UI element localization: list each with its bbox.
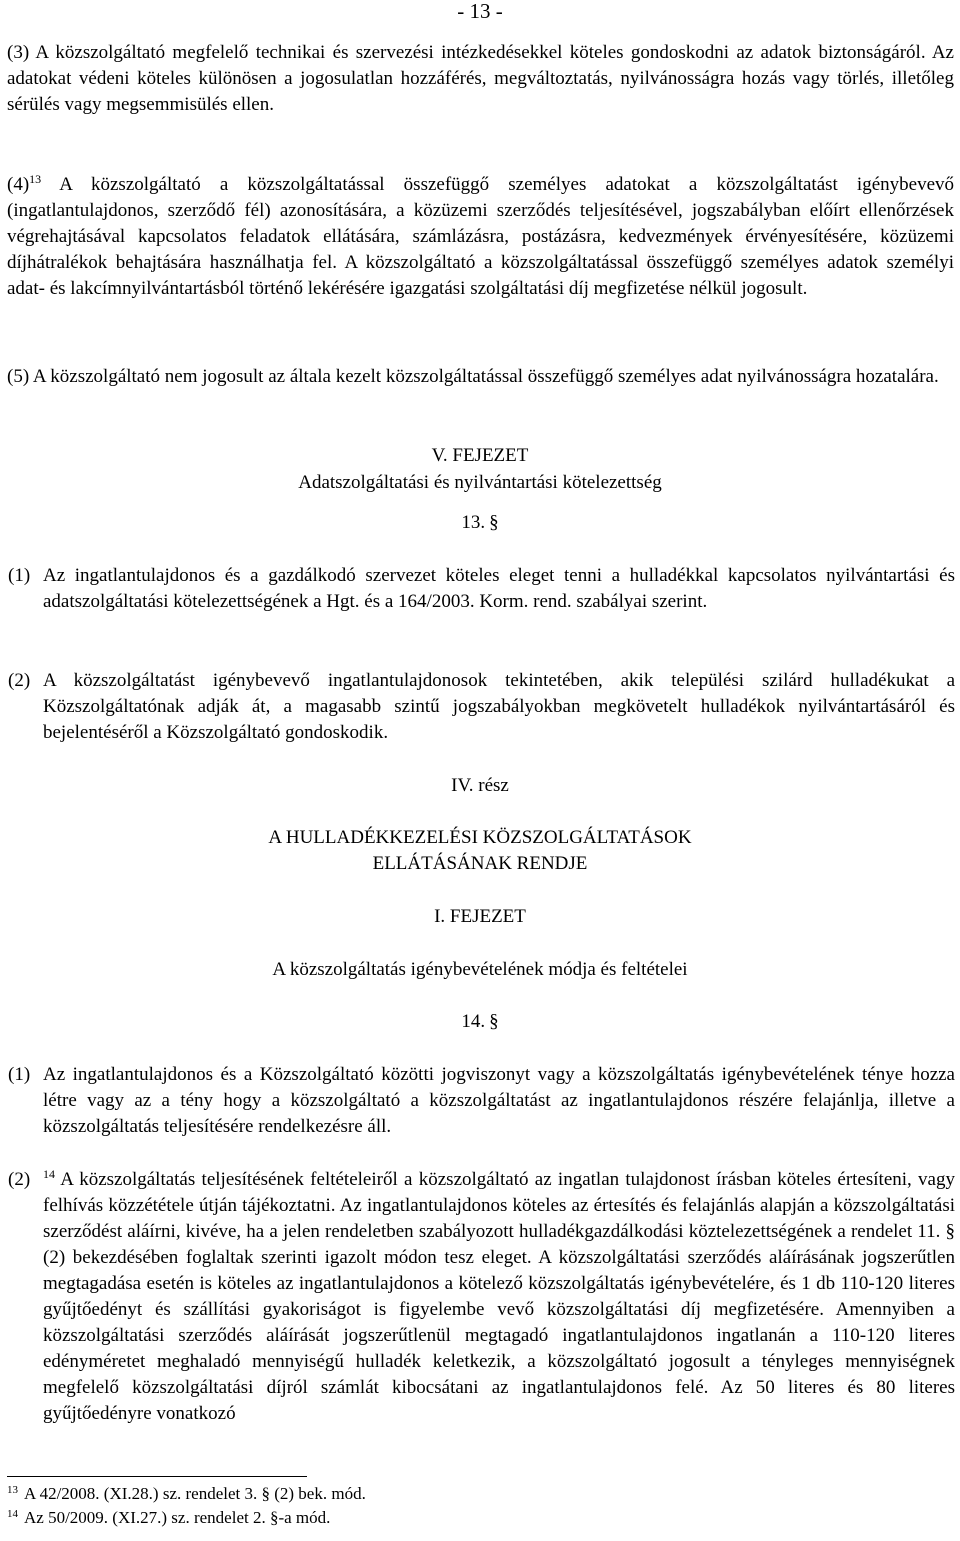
section-13-symbol: §: [489, 512, 499, 533]
footnote-ref-14: 14: [43, 1167, 55, 1181]
footnote-13: [7, 1482, 907, 1506]
paragraph-4-text: A közszolgáltató a közszolgáltatással összefüggő személyes adatokat a közszolgáltatást igénybevevő (ingatlantulajdonos, szerződő fél) azonosítására, a közüzemi szerződés teljesítésével, jogszabályban előírt ellenőrzések végrehajtásával kapcsolatos feladatok ellátására, számlázásra, postázásra, kedvezmények érvényesítésére, közüzemi díjhátralékok behajtására használhatja fel. A közszolgáltató a közszolgáltatással összefüggő személyes adatok személyi adat- és lakcímnyilvántartásból történő lekérésére igazgatási szolgáltatási díj megfizetése nélkül jogosult.: [7, 174, 954, 299]
footnote-14: [7, 1506, 907, 1530]
section-14-paragraph-2: [8, 1167, 955, 1427]
paragraph-5: (5) A közszolgáltató nem jogosult az általa kezelt közszolgáltatással összefüggő személyes adat nyilvánosságra hozatalára.: [7, 366, 939, 387]
section-13-heading: [0, 510, 960, 536]
paragraph-3: (3) A közszolgáltató megfelelő technikai és szervezési intézkedésekkel köteles gondoskodni az adatok biztonságáról. Az adatokat védeni köteles különösen a jogosulatlan hozzáférés, megváltoztatás, nyilvánosságra hozás vagy törlés, illetőleg sérülés vagy megsemmisülés ellen.: [7, 42, 954, 115]
chapter-i-title: I. FEJEZET: [434, 906, 526, 927]
section-14-number: 14.: [461, 1011, 486, 1032]
section-13-p2-text: A közszolgáltatást igénybevevő ingatlantulajdonosok tekintetében, akik települési szilárd hulladékukat a Közszolgáltatónak adják át, a magasabb szintű jogszabályokban megkövetelt hulladékok nyilvántartásáról és bejelentéséről a Közszolgáltató gondoskodik.: [43, 670, 955, 743]
section-13-number: 13.: [461, 512, 486, 533]
paragraph-4-label: (4): [7, 174, 30, 195]
section-13-p1-number: (1): [8, 565, 31, 586]
page-number: - 13 -: [457, 0, 503, 23]
section-14-symbol: §: [489, 1011, 499, 1032]
section-13-paragraph-2: [8, 668, 955, 746]
footnotes: [7, 1482, 907, 1530]
part-iv-heading-line-2: ELLÁTÁSÁNAK RENDJE: [372, 853, 588, 874]
section-13-p2-number: (2): [8, 670, 31, 691]
section-14-p1-text: Az ingatlantulajdonos és a Közszolgáltató közötti jogviszonyt vagy a közszolgáltatás igénybevételének ténye hozza létre vagy az a tény hogy a közszolgáltató a közszolgáltatást az ingatlantulajdonos részére felajánlja, illetve a közszolgáltatás teljesítésére rendelkezésre áll.: [43, 1064, 955, 1137]
chapter-i-subtitle: A közszolgáltatás igénybevételének módja és feltételei: [272, 959, 688, 980]
section-14-paragraph-1: [8, 1062, 955, 1140]
section-14-p2-label: (2): [8, 1169, 31, 1190]
footnote-separator: [7, 1476, 307, 1477]
section-13-p1-text: Az ingatlantulajdonos és a gazdálkodó szervezet köteles eleget tenni a hulladékkal kapcsolatos nyilvántartási és adatszolgáltatási kötelezettségének a Hgt. és a 164/2003. Korm. rend. szabályai szerint.: [43, 565, 955, 612]
section-14-p2-number: [8, 1167, 30, 1193]
chapter-v-title: V. FEJEZET: [431, 445, 529, 466]
section-14-p2-content: A közszolgáltatás teljesítésének feltételeiről a közszolgáltató az ingatlan tulajdonost írásban köteles értesíteni, vagy felhívás közzététele útján tájékoztatni. Az ingatlantulajdonos köteles az értesítés és felajánlás alapján a közszolgáltatási szerződést aláírni, kivéve, ha a jelen rendeletben szabályozott hulladékgazdálkodási köztelezettségének a rendelet 11. § (2) bekezdésében foglaltak szerinti igazolt módon tesz eleget. A közszolgáltatási szerződés aláírásának jogszerűtlen megtagadása esetén is köteles az ingatlantulajdonos a kötelező közszolgáltatás igénybevételére, és 1 db 110-120 literes gyűjtőedényt és szállítási gyakoriságot is figyelembe vevő közszolgáltatási díj megfizetésére. Amennyiben a közszolgáltatási szerződés aláírását jogszerűtlenül megtagadó ingatlantulajdonos ingatlanán a 110-120 literes edényméretet meghaladó mennyiségű hulladék keletkezik, a közszolgáltató jogosult a tényleges mennyiségnek megfelelő közszolgáltatási díjról számlát kibocsátani az ingatlantulajdonos felé. Az 50 literes és 80 literes gyűjtőedényre vonatkozó: [43, 1169, 955, 1424]
chapter-v-subtitle: Adatszolgáltatási és nyilvántartási kötelezettség: [298, 472, 662, 493]
footnote-13-text: A 42/2008. (XI.28.) sz. rendelet 3. § (2) bek. mód.: [24, 1484, 366, 1503]
paragraph-4: [7, 172, 954, 302]
part-iv-title: IV. rész: [451, 775, 509, 796]
section-14-p2-text: [43, 1167, 955, 1427]
footnote-14-text: Az 50/2009. (XI.27.) sz. rendelet 2. §-a mód.: [24, 1508, 331, 1527]
section-14-p1-number: (1): [8, 1064, 31, 1085]
footnote-14-number: 14: [7, 1508, 18, 1520]
section-14-heading: [0, 1009, 960, 1035]
section-13-paragraph-1: [8, 563, 955, 615]
footnote-ref-13: 13: [29, 172, 42, 186]
part-iv-heading-line-1: A HULLADÉKKEZELÉSI KÖZSZOLGÁLTATÁSOK: [268, 827, 692, 848]
footnote-13-number: 13: [7, 1484, 18, 1496]
